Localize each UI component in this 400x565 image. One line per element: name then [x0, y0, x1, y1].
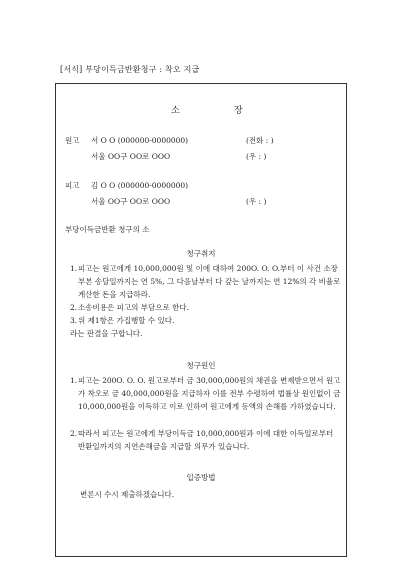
evidence-heading: 입증방법	[186, 473, 216, 482]
claims-list	[70, 262, 342, 340]
cause-item	[70, 374, 342, 413]
title-char-right: 장	[234, 106, 243, 116]
defendant-name: 김 O O (000000-0000000)	[91, 181, 189, 190]
claim-item	[70, 262, 342, 301]
claim-number: 2.	[70, 303, 78, 312]
cause-number: 2.	[70, 429, 78, 438]
title-char-left: 소	[171, 106, 180, 116]
plaintiff-role: 원고	[65, 136, 80, 145]
case-name: 부당이득금반환 청구의 소	[65, 225, 150, 234]
plaintiff-name: 서 O O (000000-0000000)	[91, 136, 189, 145]
causes-heading: 청구원인	[186, 361, 216, 370]
plaintiff-phone: (전화 : )	[246, 136, 274, 145]
plaintiff-address: 서울 OO구 OO로 OOO	[91, 152, 171, 161]
claim-text: 피고는 원고에게 10,000,000원 및 이에 대하여 200O. O. O.부터 이 사건 소장부본 송달일까지는 연 5%, 그 다음날부터 다 갚는 날까지는 연 12%의 각 비율로 계산한 돈을 지급하라.	[78, 264, 341, 299]
cause-number: 1.	[70, 376, 78, 385]
plaintiff-zip: (우 : )	[246, 152, 267, 161]
defendant-address: 서울 OO구 OO로 OOO	[91, 197, 171, 206]
claim-number: 1.	[70, 264, 78, 273]
claim-text: 소송비용은 피고의 부담으로 한다.	[78, 303, 189, 312]
claim-item	[70, 301, 342, 314]
evidence-text: 변론시 수시 제출하겠습니다.	[80, 490, 175, 499]
cause-text: 피고는 200O. O. O. 원고로부터 금 30,000,000원의 채권을 변제받으면서 원고가 착오로 금 40,000,000원을 지급하자 이를 전부 수령하여 법률상 원인없이 금 10,000,000원을 이득하고 이로 인하여 원고에게 동액의 손해를 가하였습니다.	[78, 376, 341, 411]
claims-closing: 라는 판결을 구합니다.	[70, 329, 143, 338]
claim-item	[70, 314, 342, 327]
claim-number: 3.	[70, 316, 78, 325]
cause-item	[70, 427, 342, 453]
causes-list	[70, 374, 342, 453]
document-header: [서식] 부당이득금반환청구 : 착오 지급	[60, 65, 200, 74]
claims-heading: 청구취지	[186, 249, 216, 258]
cause-text: 따라서 피고는 원고에게 부당이득금 10,000,000원과 이에 대한 이득일로부터 반환일까지의 지연손해금을 지급할 의무가 있습니다.	[78, 429, 334, 451]
claim-text: 위 제1항은 가집행할 수 있다.	[78, 316, 175, 325]
defendant-zip: (우 : )	[246, 197, 267, 206]
defendant-role: 피고	[65, 181, 80, 190]
